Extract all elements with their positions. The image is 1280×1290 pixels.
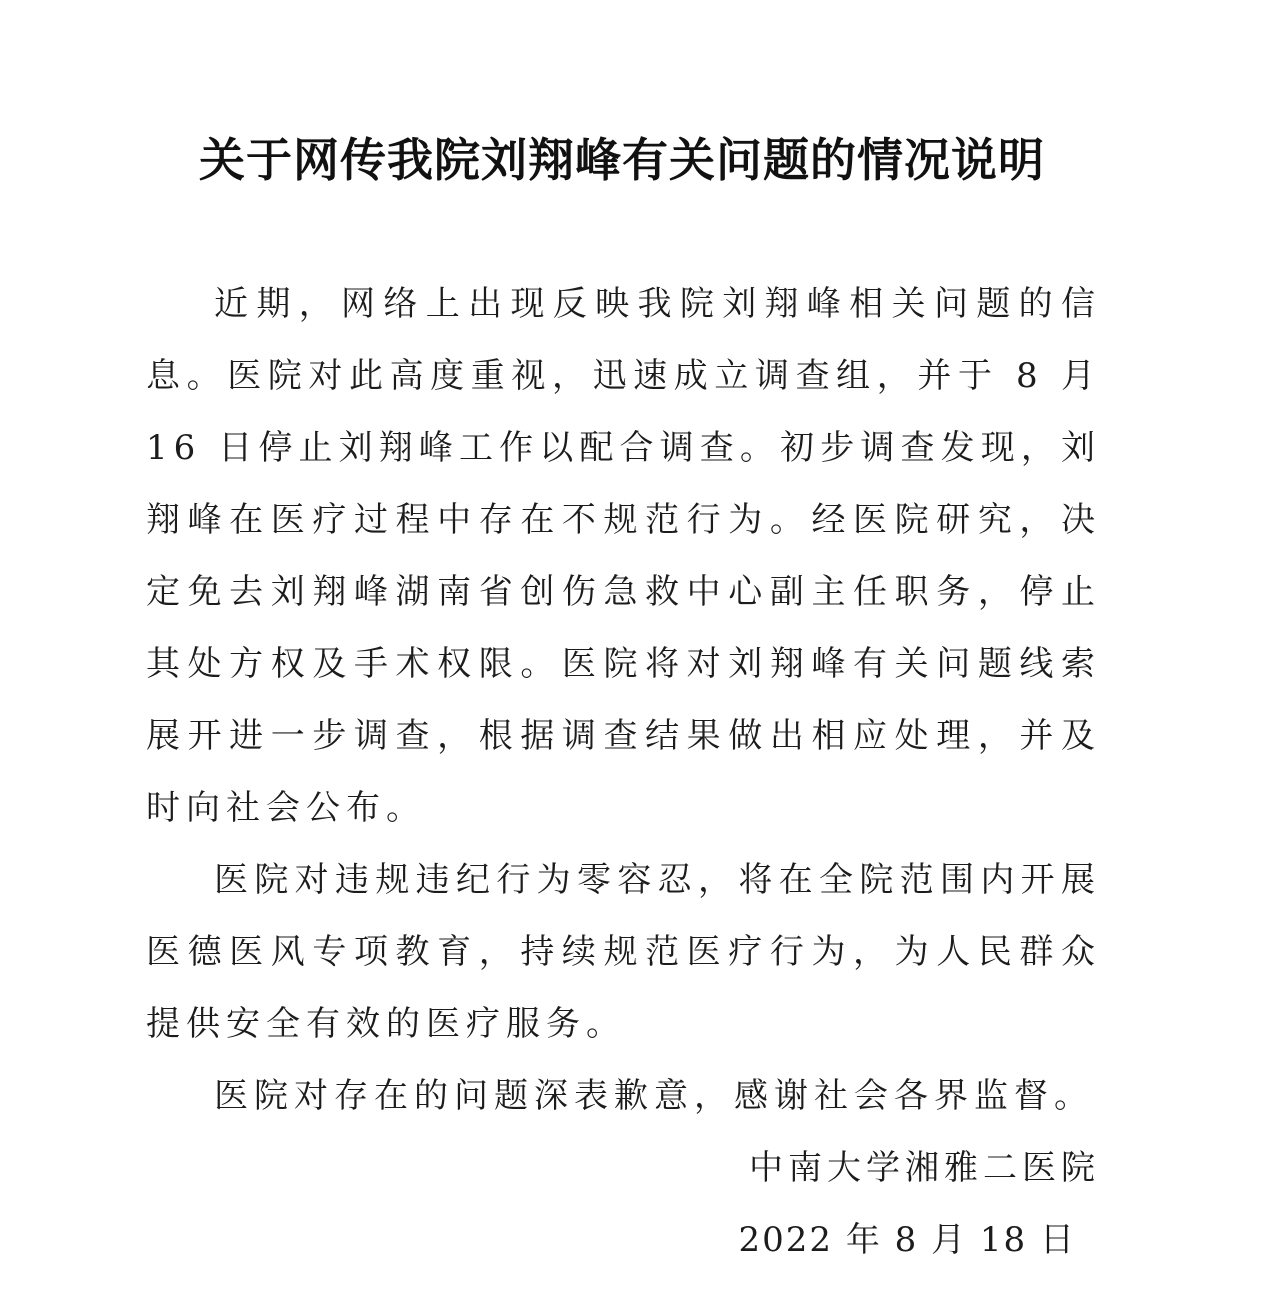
paragraph-investigation: 近期，网络上出现反映我院刘翔峰相关问题的信息。医院对此高度重视，迅速成立调查组，并于 8 月 16 日停止刘翔峰工作以配合调查。初步调查发现，刘翔峰在医疗过程中存在不规范行为。经医院研究，决定免去刘翔峰湖南省创伤急救中心副主任职务，停止其处方权及手术权限。医院将对刘翔峰有关问题线索展开进一步调查，根据调查结果做出相应处理，并及时向社会公布。: [146, 284, 1101, 828]
paragraph-apology: 医院对存在的问题深表歉意，感谢社会各界监督。: [214, 1076, 1094, 1116]
issue-date: 2022 年 8 月 18 日: [738, 1220, 1076, 1260]
document-body: [146, 268, 1101, 1132]
paragraph-zero-tolerance: 医院对违规违纪行为零容忍，将在全院范围内开展医德医风专项教育，持续规范医疗行为，为人民群众提供安全有效的医疗服务。: [146, 860, 1101, 1044]
document-title: 关于网传我院刘翔峰有关问题的情况说明: [199, 133, 1045, 187]
issuer-signature: 中南大学湘雅二医院: [749, 1148, 1100, 1188]
